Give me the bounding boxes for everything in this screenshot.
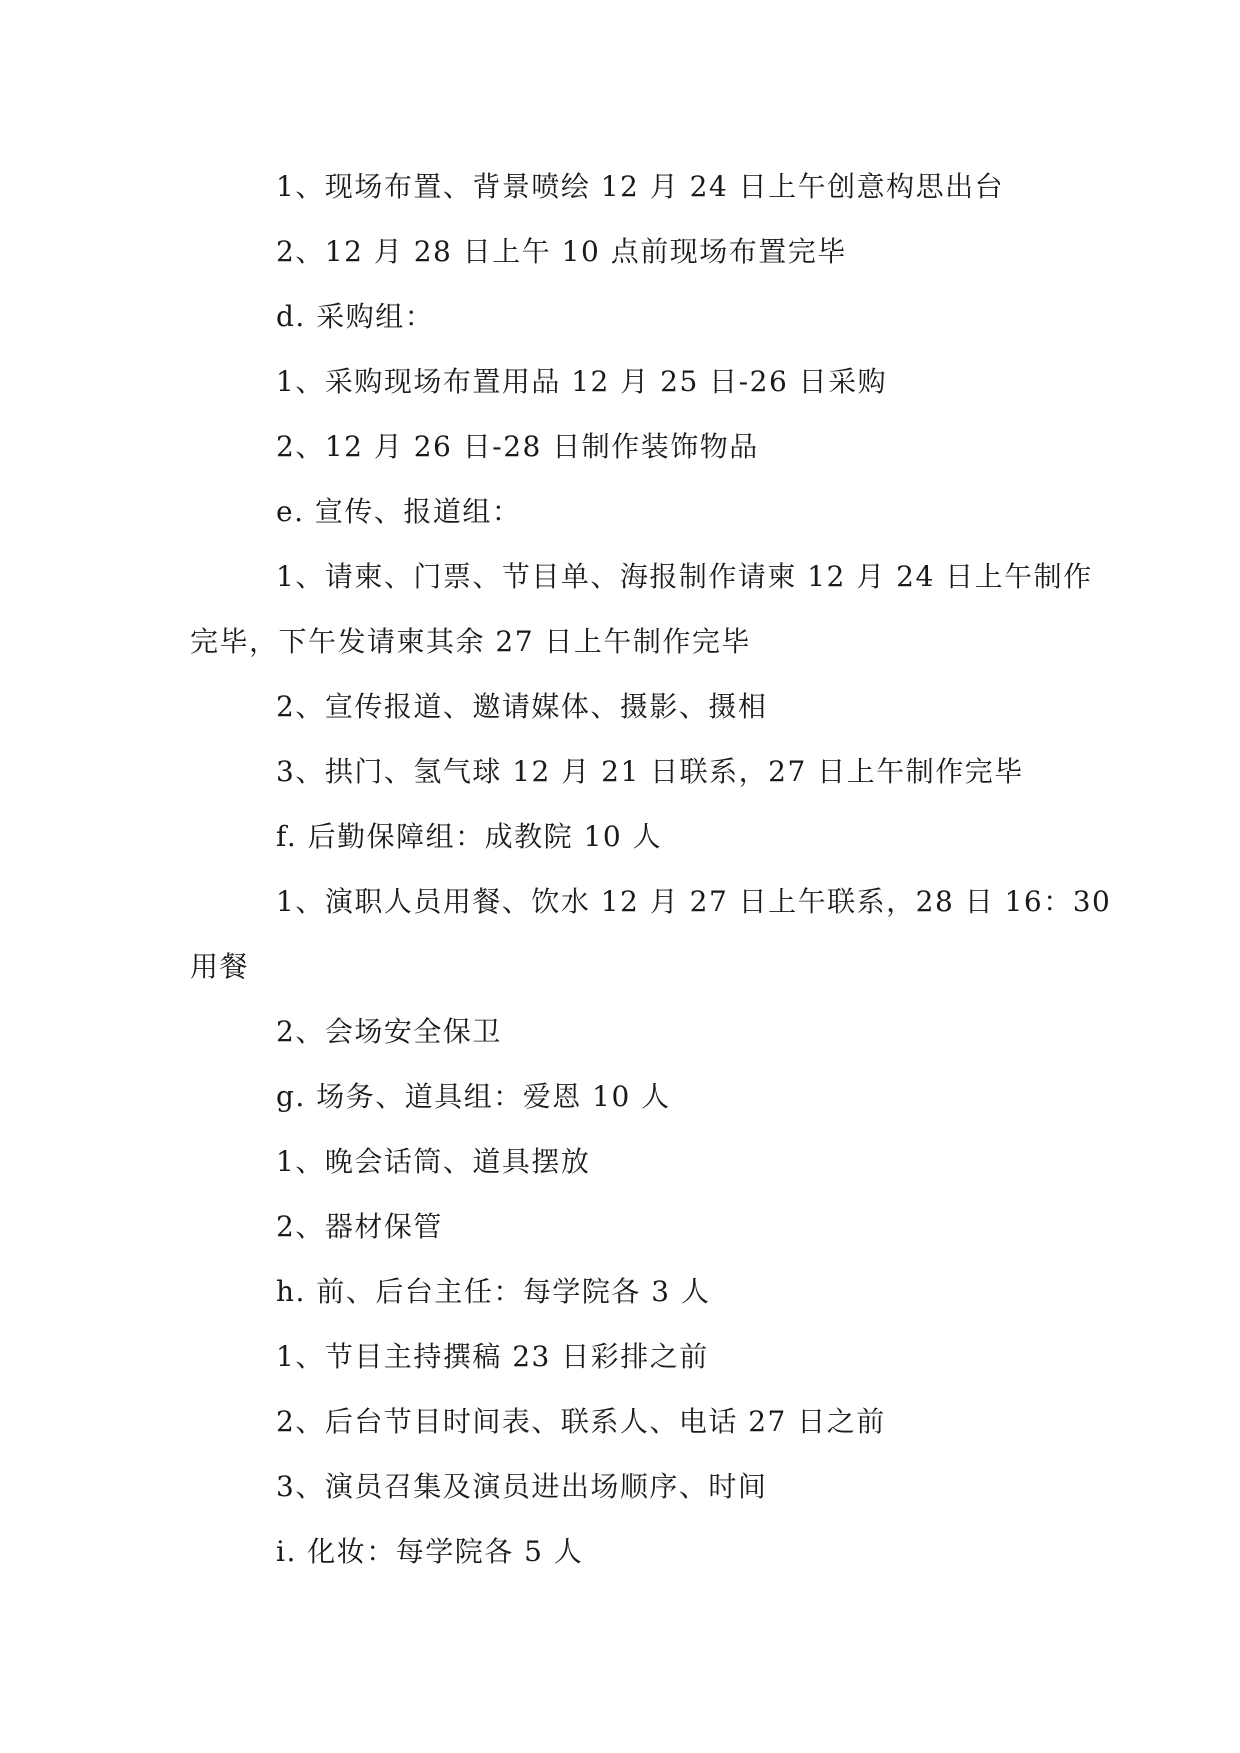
list-item: 1、请柬、门票、节目单、海报制作请柬 12 月 24 日上午制作 (276, 560, 1093, 593)
section-heading: e. 宣传、报道组： (276, 495, 522, 528)
section-heading: f. 后勤保障组：成教院 10 人 (276, 820, 663, 853)
list-item: 1、晚会话筒、道具摆放 (276, 1145, 591, 1178)
list-item: 2、12 月 28 日上午 10 点前现场布置完毕 (276, 235, 847, 268)
list-item: 2、会场安全保卫 (276, 1015, 502, 1048)
section-heading: g. 场务、道具组：爱恩 10 人 (276, 1080, 671, 1113)
document-body (190, 154, 1112, 1584)
list-item: 2、后台节目时间表、联系人、电话 27 日之前 (276, 1405, 886, 1438)
list-item-continuation: 用餐 (190, 950, 250, 983)
section-heading: d. 采购组： (276, 300, 435, 333)
list-item: 3、拱门、氢气球 12 月 21 日联系，27 日上午制作完毕 (276, 755, 1024, 788)
list-item: 1、采购现场布置用品 12 月 25 日-26 日采购 (276, 365, 888, 398)
section-heading: h. 前、后台主任：每学院各 3 人 (276, 1275, 711, 1308)
list-item: 1、节目主持撰稿 23 日彩排之前 (276, 1340, 709, 1373)
section-heading: i. 化妆：每学院各 5 人 (276, 1535, 584, 1568)
list-item: 3、演员召集及演员进出场顺序、时间 (276, 1470, 768, 1503)
list-item: 2、宣传报道、邀请媒体、摄影、摄相 (276, 690, 768, 723)
list-item: 2、器材保管 (276, 1210, 443, 1243)
list-item: 1、现场布置、背景喷绘 12 月 24 日上午创意构思出台 (276, 170, 1005, 203)
list-item-continuation: 完毕，下午发请柬其余 27 日上午制作完毕 (190, 625, 751, 658)
list-item: 1、演职人员用餐、饮水 12 月 27 日上午联系，28 日 16：30 (276, 885, 1112, 918)
list-item: 2、12 月 26 日-28 日制作装饰物品 (276, 430, 759, 463)
